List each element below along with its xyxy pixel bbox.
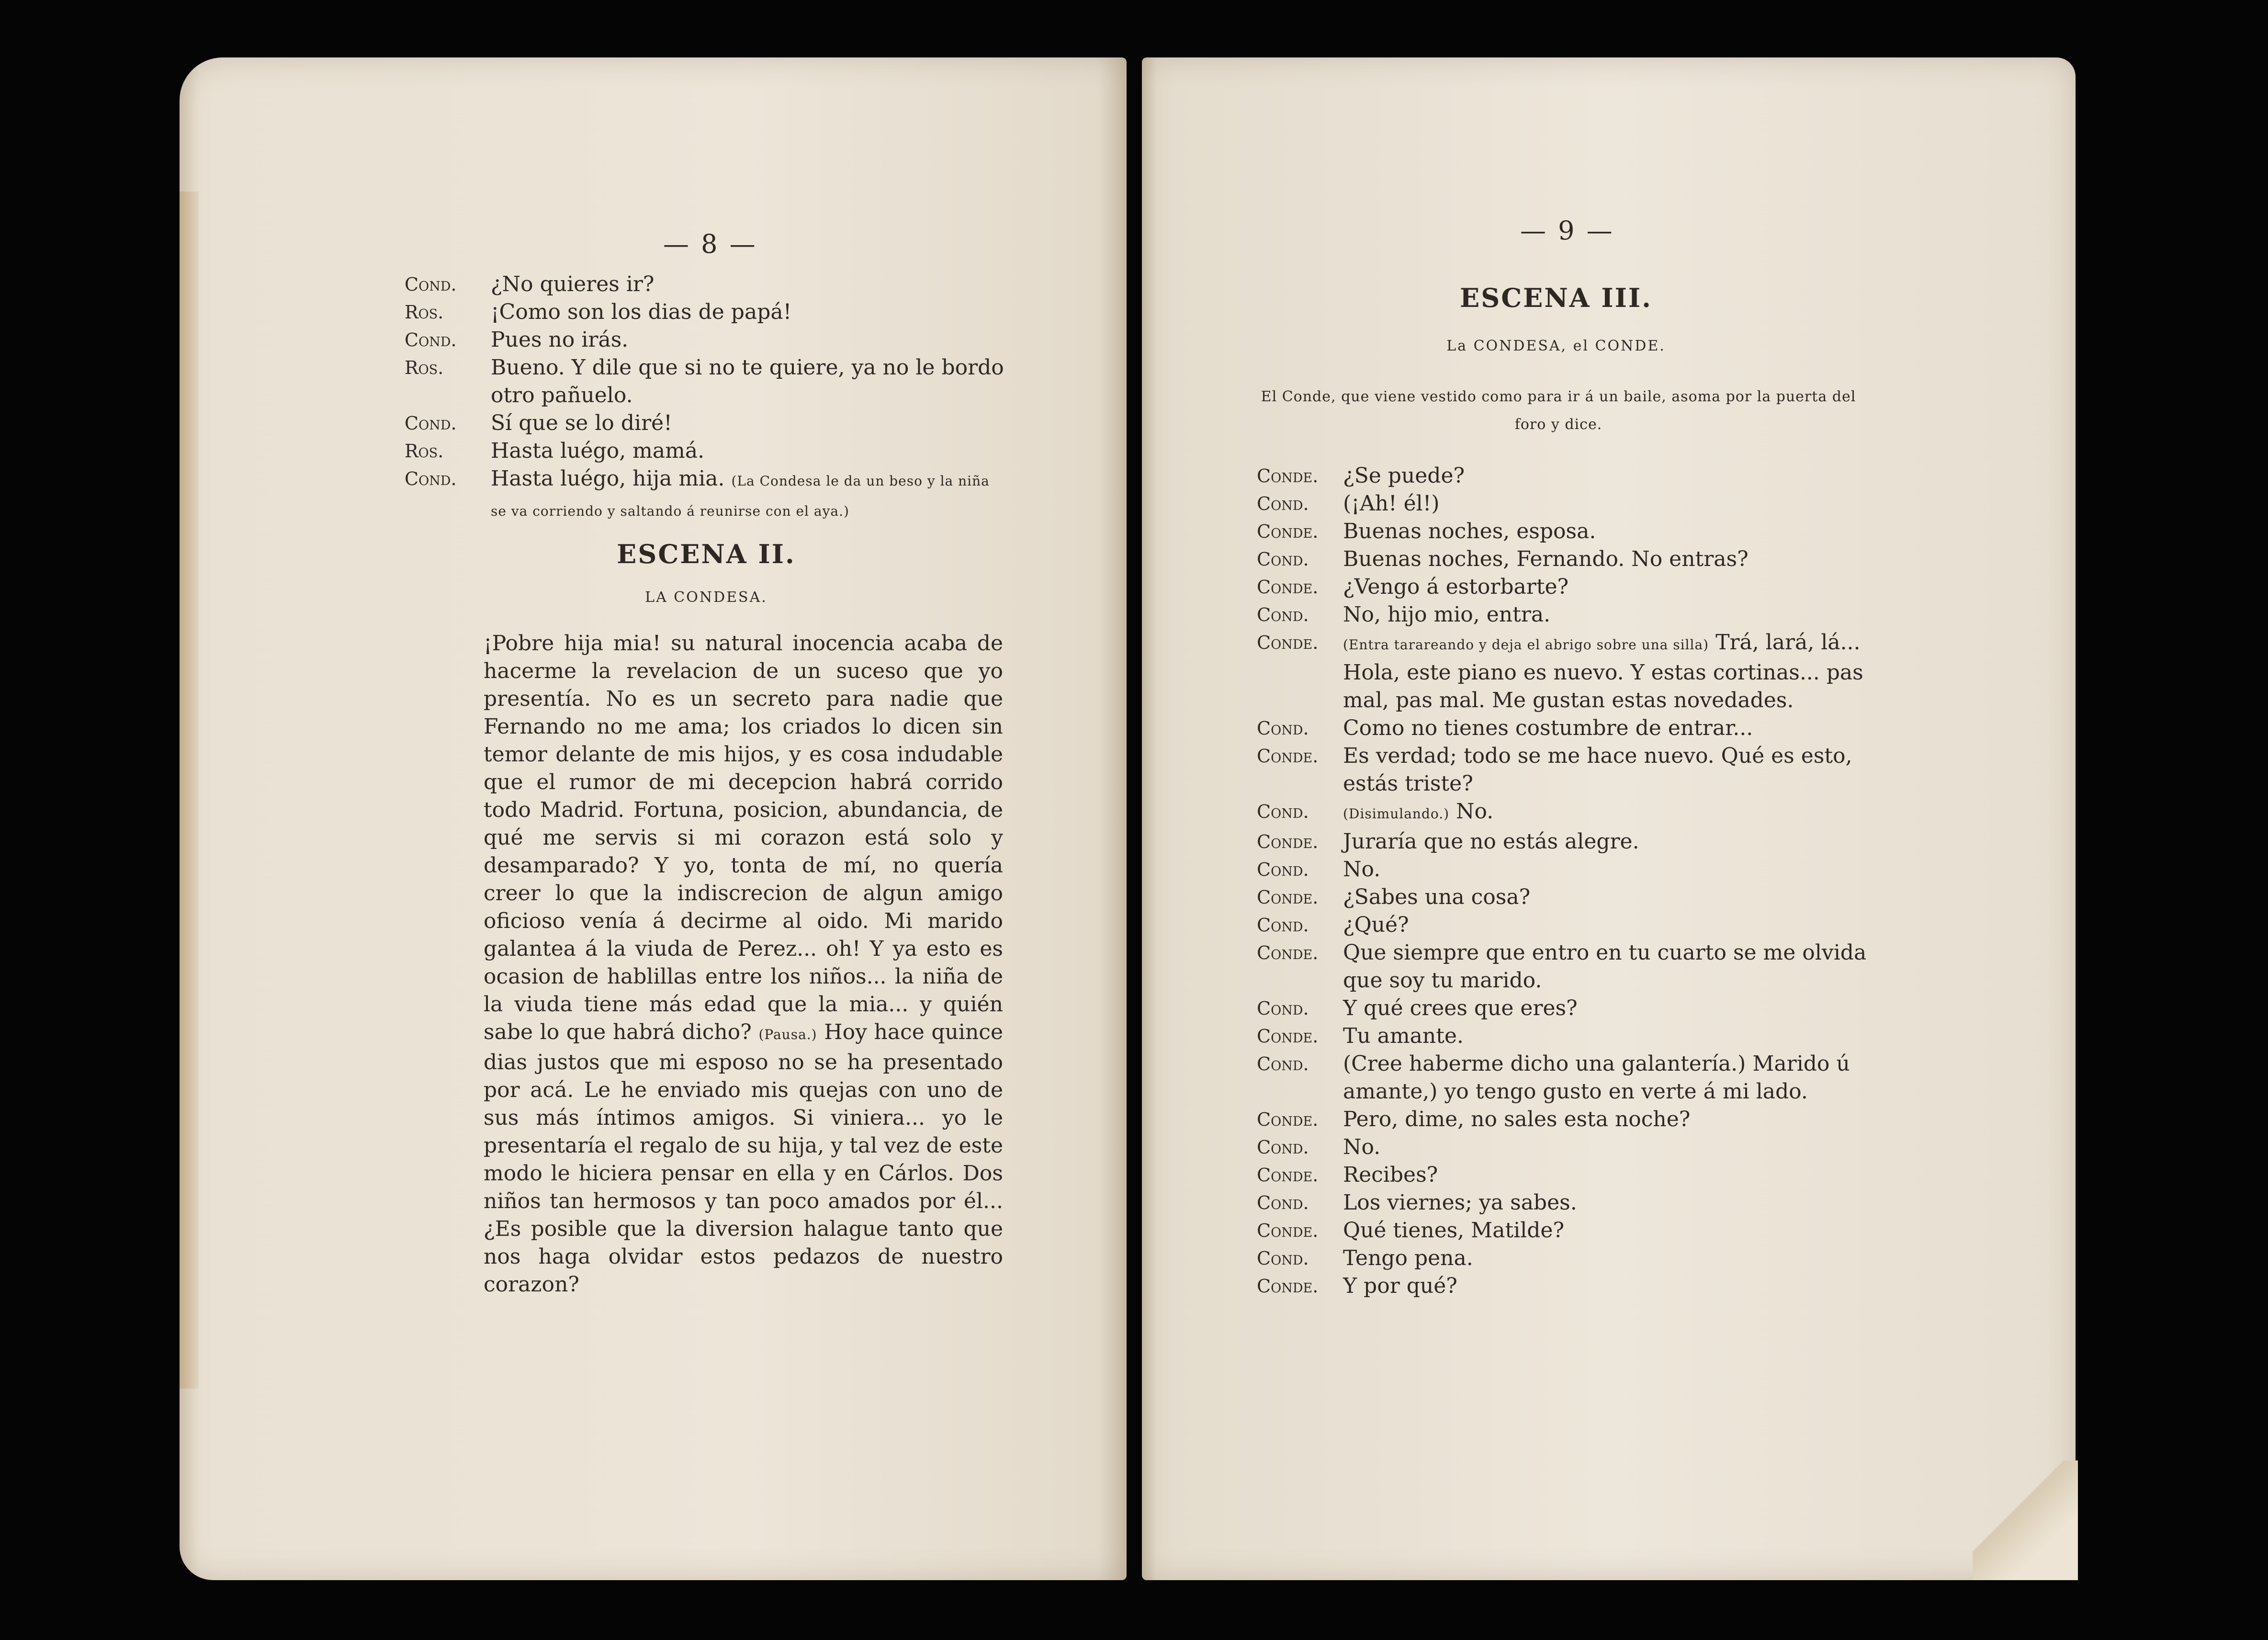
speaker: Conde. xyxy=(1257,887,1319,908)
monologue xyxy=(484,630,1003,1299)
scene-characters: La CONDESA, el CONDE. xyxy=(1446,338,1666,354)
speech-text: No. xyxy=(1456,799,1494,824)
dialogue-line xyxy=(1257,1106,1867,1133)
speaker: Cond. xyxy=(1257,493,1309,514)
dialogue-line xyxy=(405,409,1008,437)
speaker: Cond. xyxy=(1257,998,1309,1019)
speech: Sí que se lo diré! xyxy=(491,411,672,435)
dialogue-line xyxy=(405,298,1008,326)
speech: (Cree haberme dicho una galantería.) Marido ú amante,) yo tengo gusto en verte á mi lado. xyxy=(1343,1052,1850,1104)
dialogue-line xyxy=(1257,939,1867,995)
speech: Hasta luégo, mamá. xyxy=(491,439,705,463)
speaker: Cond. xyxy=(1257,549,1309,570)
speech-text: Trá, lará, lá... Hola, este piano es nuevo. Y estas cortinas... pas mal, pas mal. Me gustan estas novedades. xyxy=(1343,630,1863,713)
dialogue-line xyxy=(1257,573,1867,601)
dialogue-line xyxy=(405,326,1008,354)
dialogue-line xyxy=(1257,1050,1867,1106)
dialogue-line xyxy=(1257,714,1867,742)
speech: Juraría que no estás alegre. xyxy=(1343,829,1639,854)
dialogue-line xyxy=(405,271,1008,298)
speech xyxy=(491,465,1008,525)
speech: Tu amante. xyxy=(1343,1024,1464,1048)
monologue-text: ¡Pobre hija mia! su natural inocencia acaba de hacerme la revelacion de un suceso que yo presentía. No es un secreto para nadie que Fernando no me ama; los criados lo dicen sin temor delante de mis hijos, y es cosa indudable que el rumor de mi decepcion habrá corrido todo Madrid. Fortuna, posicion, abundancia, de qué me servis si mi corazon está solo y desamparado? Y yo, tonta de mí, no quería creer lo que la indiscrecion de algun amigo oficioso venía á decirme al oido. Mi marido galantea á la viuda de Perez... oh! Y ya esto es ocasion de hablillas entre los niños... la niña de la viuda tiene más edad que la mia... y quién sabe lo que habrá dicho? xyxy=(484,631,1003,1044)
speaker: Conde. xyxy=(1257,1109,1319,1130)
dialogue-line xyxy=(1257,601,1867,629)
speech: ¿Sabes una cosa? xyxy=(1343,885,1531,909)
dialogue-line xyxy=(1257,490,1867,518)
right-dialogue xyxy=(1257,462,1867,1300)
dialogue-line xyxy=(1257,1189,1867,1217)
speaker: Ros. xyxy=(405,302,444,323)
speech: Qué tienes, Matilde? xyxy=(1343,1218,1565,1243)
speech: ¡Como son los dias de papá! xyxy=(491,300,792,324)
speech: Y qué crees que eres? xyxy=(1343,996,1578,1020)
speaker: Conde. xyxy=(1257,942,1319,963)
speaker: Conde. xyxy=(1257,1165,1319,1186)
speaker: Cond. xyxy=(1257,1137,1309,1158)
speech: Como no tienes costumbre de entrar... xyxy=(1343,716,1753,740)
speech: Tengo pena. xyxy=(1343,1246,1473,1270)
speaker: Cond. xyxy=(1257,1248,1309,1269)
dialogue-line xyxy=(1257,1244,1867,1272)
speech: Bueno. Y dile que si no te quiere, ya no le bordo otro pañuelo. xyxy=(491,355,1004,407)
dialogue-line xyxy=(1257,1133,1867,1161)
dialogue-line xyxy=(1257,1272,1867,1300)
speaker: Conde. xyxy=(1257,465,1319,486)
speech: Buenas noches, esposa. xyxy=(1343,519,1596,543)
speech: Pues no irás. xyxy=(491,328,629,352)
speech xyxy=(1343,629,1867,714)
speaker: Cond. xyxy=(1257,718,1309,739)
dialogue-line xyxy=(1257,798,1867,828)
stage-direction: El Conde, que viene vestido como para ir á un baile, asoma por la puerta del foro y dice. xyxy=(1261,388,1856,433)
speaker: Cond. xyxy=(1257,859,1309,880)
stage-direction: (Entra tarareando y deja el abrigo sobre una silla) xyxy=(1343,637,1709,653)
speech: ¿Se puede? xyxy=(1343,464,1465,488)
speech: Buenas noches, Fernando. No entras? xyxy=(1343,547,1749,571)
speaker: Conde. xyxy=(1257,1026,1319,1047)
page-number-right: — 9 — xyxy=(1520,215,1614,246)
speaker: Conde. xyxy=(1257,1276,1319,1297)
scene-title: ESCENA II. xyxy=(617,539,796,569)
torn-corner xyxy=(1973,1460,2078,1580)
dialogue-line xyxy=(1257,1022,1867,1050)
speaker: Cond. xyxy=(1257,1192,1309,1213)
speaker: Cond. xyxy=(405,468,457,489)
speech: ¿Vengo á estorbarte? xyxy=(1343,575,1569,599)
speaker: Cond. xyxy=(1257,604,1309,625)
speech: ¿No quieres ir? xyxy=(491,272,654,296)
speaker: Cond. xyxy=(405,329,457,351)
scene-title: ESCENA III. xyxy=(1460,283,1652,313)
speech: No, hijo mio, entra. xyxy=(1343,602,1551,627)
speaker: Conde. xyxy=(1257,521,1319,542)
speech: Es verdad; todo se me hace nuevo. Qué es esto, estás triste? xyxy=(1343,744,1852,796)
speaker: Conde. xyxy=(1257,577,1319,598)
speaker: Conde. xyxy=(1257,632,1319,653)
dialogue-line xyxy=(405,465,1008,525)
dialogue-line xyxy=(1257,462,1867,490)
speaker: Conde. xyxy=(1257,1220,1319,1241)
stage-direction: (La Condesa le da un beso y la niña se va corriendo y saltando á reunirse con el aya.) xyxy=(491,473,990,519)
dialogue-line xyxy=(1257,545,1867,573)
dialogue-line xyxy=(1257,1161,1867,1189)
stage-direction: (Pausa.) xyxy=(758,1027,817,1042)
speech: Y por qué? xyxy=(1343,1274,1457,1298)
speech: (¡Ah! él!) xyxy=(1343,491,1440,516)
speech: No. xyxy=(1343,857,1381,882)
speech: Pero, dime, no sales esta noche? xyxy=(1343,1107,1691,1131)
dialogue-line xyxy=(1257,856,1867,883)
dialogue-line xyxy=(1257,828,1867,856)
dialogue-line xyxy=(1257,1217,1867,1244)
speech-text: Hasta luégo, hija mia. xyxy=(491,466,725,491)
left-dialogue xyxy=(405,271,1008,525)
speech: ¿Qué? xyxy=(1343,913,1409,937)
speech: No. xyxy=(1343,1135,1381,1159)
speaker: Cond. xyxy=(405,413,457,434)
monologue-text-end: Hoy hace quince dias justos que mi esposo no se ha presentado por acá. Le he enviado mis quejas con uno de sus más íntimos amigos. Si viniera... yo le presentaría el regalo de su hija, y tal vez de este modo le hiciera pensar en ella y en Cárlos. Dos niños tan hermosos y tan poco amados por él... ¿Es posible que la diversion halague tanto que nos haga olvidar estos pedazos de nuestro corazon? xyxy=(484,1020,1003,1297)
speech xyxy=(1343,798,1867,828)
dialogue-line xyxy=(1257,518,1867,545)
dialogue-line xyxy=(1257,629,1867,714)
speech: Los viernes; ya sabes. xyxy=(1343,1190,1577,1215)
dialogue-line xyxy=(1257,995,1867,1022)
speech: Que siempre que entro en tu cuarto se me olvida que soy tu marido. xyxy=(1343,940,1867,993)
speaker: Cond. xyxy=(405,274,457,295)
speech: Recibes? xyxy=(1343,1163,1438,1187)
speaker: Cond. xyxy=(1257,1053,1309,1074)
dialogue-line xyxy=(405,437,1008,465)
speaker: Conde. xyxy=(1257,746,1319,767)
dialogue-line xyxy=(405,354,1008,409)
speaker: Ros. xyxy=(405,441,444,462)
dialogue-line xyxy=(1257,911,1867,939)
speaker: Ros. xyxy=(405,357,444,378)
page-number-left: — 8 — xyxy=(663,229,757,259)
page-edge-stain xyxy=(180,192,199,1389)
stage-direction: (Disimulando.) xyxy=(1343,806,1450,822)
dialogue-line xyxy=(1257,883,1867,911)
dialogue-line xyxy=(1257,742,1867,798)
scene-characters: LA CONDESA. xyxy=(645,589,767,606)
speaker: Cond. xyxy=(1257,801,1309,822)
speaker: Conde. xyxy=(1257,831,1319,852)
speaker: Cond. xyxy=(1257,915,1309,936)
